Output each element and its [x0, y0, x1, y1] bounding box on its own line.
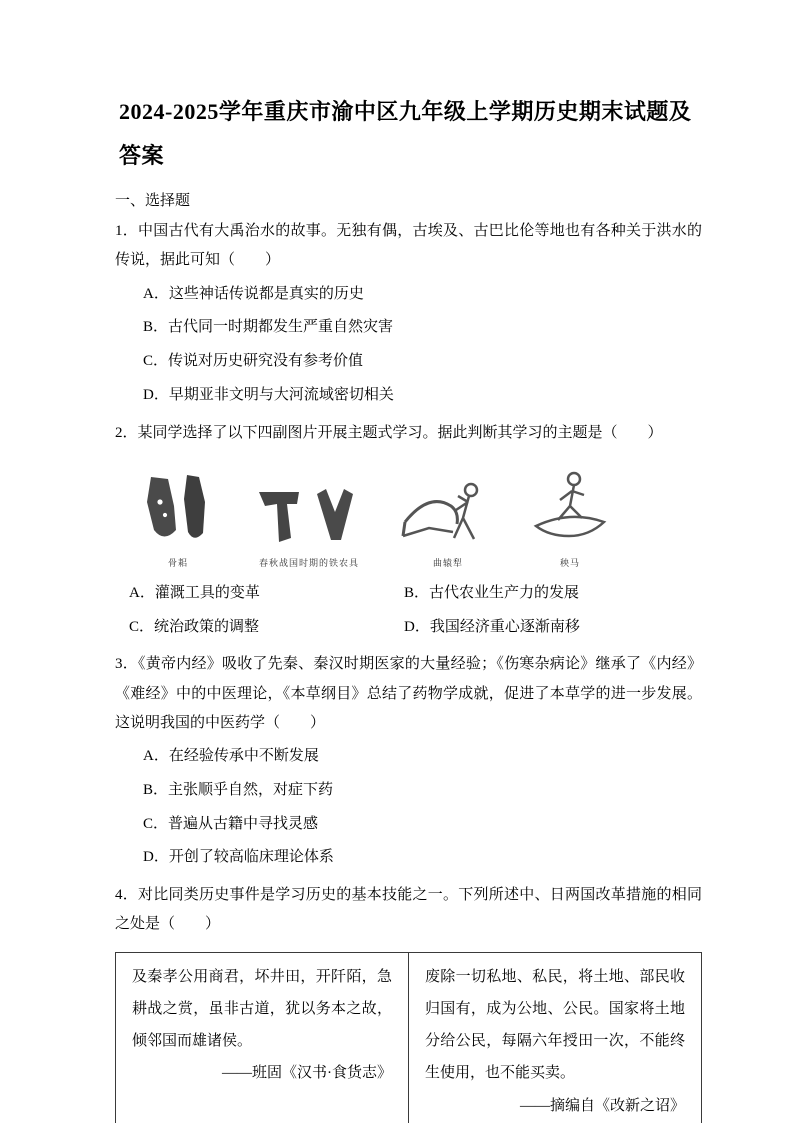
figure-iron-tools-caption: 春秋战国时期的铁农具: [258, 557, 359, 568]
question-2-option-d: D．我国经济重心逐渐南移: [404, 618, 580, 635]
figure-seedling-horse: [531, 464, 609, 569]
question-4: [115, 881, 702, 1123]
question-3: [115, 650, 702, 875]
question-1-option-a: A．这些神话传说都是真实的历史: [143, 285, 364, 302]
question-1-option-c: C．传说对历史研究没有参考价值: [143, 353, 364, 369]
question-2-figures: [137, 464, 702, 569]
figure-seedling-horse-caption: 秧马: [559, 557, 580, 568]
question-2-option-b: B．古代农业生产力的发展: [404, 584, 580, 601]
figure-iron-tools: [253, 486, 365, 569]
japan-reform-source: ——摘编自《改新之诏》: [519, 1097, 685, 1114]
seedling-horse-image: [531, 464, 609, 551]
question-2-option-c: C．统治政策的调整: [129, 618, 260, 635]
question-1-option-b: B．古代同一时期都发生严重自然灾害: [143, 319, 394, 336]
table-row: [116, 952, 702, 1123]
question-3-options: [143, 740, 702, 875]
curved-plow-image: [399, 464, 497, 551]
table-cell-china-reform: [116, 952, 409, 1123]
figure-bone-spade-caption: 骨耜: [167, 557, 188, 568]
question-3-option-d: D．开创了较高临床理论体系: [143, 849, 334, 866]
question-2-option-a: A．灌溉工具的变革: [129, 584, 260, 601]
question-3-stem: 3．《黄帝内经》吸收了先秦、秦汉时期医家的大量经验；《伤寒杂病论》继承了《内经》《难经》中的中医理论，《本草纲目》总结了药物学成就，促进了本草学的进一步发展。这说明我国的中医药学（ ）: [115, 656, 702, 731]
question-4-stem: 4．对比同类历史事件是学习历史的基本技能之一。下列所述中、日两国改革措施的相同之处是（ ）: [115, 887, 702, 933]
iron-tools-image: [253, 486, 365, 551]
page-title: 2024-2025学年重庆市渝中区九年级上学期历史期末试题及答案: [119, 99, 692, 168]
question-1-option-d: D．早期亚非文明与大河流域密切相关: [143, 386, 394, 403]
comparison-table: [115, 952, 702, 1123]
japan-reform-text: 废除一切私地、私民，将土地、部民收归国有，成为公地、公民。国家将土地分给公民，每隔六年授田一次，不能终生使用，也不能买卖。: [425, 968, 685, 1082]
figure-curved-plow-caption: 曲辕犁: [432, 557, 463, 568]
question-2-options: [129, 577, 702, 645]
question-3-option-a: A．在经验传承中不断发展: [143, 748, 319, 764]
question-3-option-c: C．普遍从古籍中寻找灵感: [143, 815, 319, 832]
china-reform-text: 及秦孝公用商君，坏井田，开阡陌，急耕战之赏，虽非古道，犹以务本之故，倾邻国而雄诸侯。: [132, 968, 392, 1049]
question-1-stem: 1．中国古代有大禹治水的故事。无独有偶，古埃及、古巴比伦等地也有各种关于洪水的传说，据此可知（ ）: [115, 223, 702, 269]
question-3-option-b: B．主张顺乎自然，对症下药: [143, 781, 334, 798]
figure-bone-spade: [137, 472, 219, 569]
question-1: [115, 217, 702, 413]
question-1-options: [143, 278, 702, 413]
bone-spade-image: [137, 472, 219, 551]
china-reform-source: ——班固《汉书·食货志》: [222, 1065, 392, 1082]
table-cell-japan-reform: [409, 952, 702, 1123]
figure-curved-plow: [399, 464, 497, 569]
question-2-stem: 2．某同学选择了以下四副图片开展主题式学习。据此判断其学习的主题是（ ）: [115, 424, 663, 441]
section-heading: 一、选择题: [115, 193, 191, 209]
question-2: [115, 419, 702, 645]
